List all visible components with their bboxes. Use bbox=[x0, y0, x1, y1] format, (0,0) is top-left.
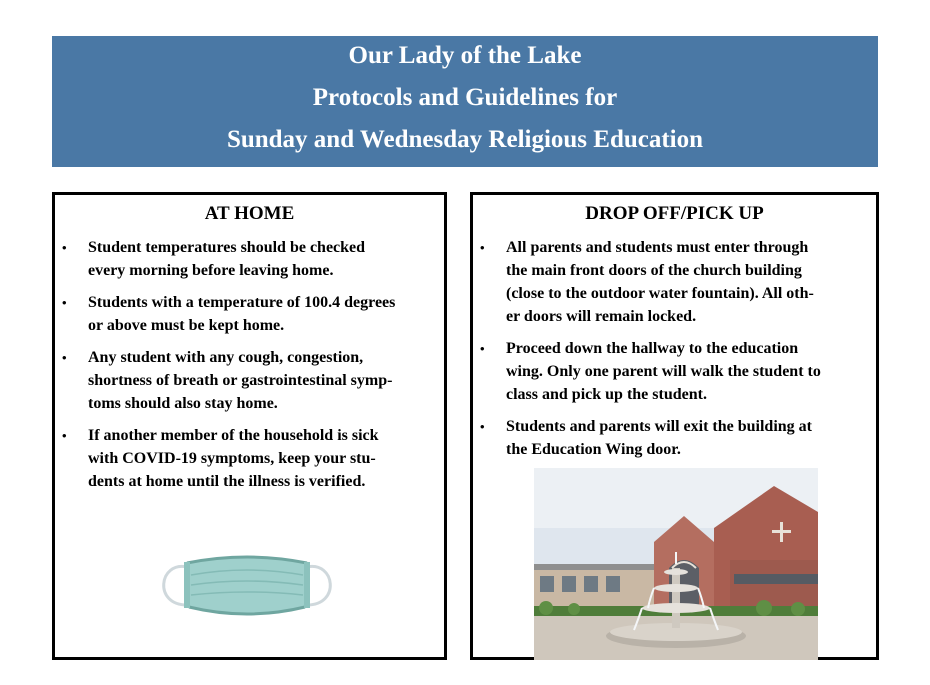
list-item-line: Any student with any cough, congestion, bbox=[88, 349, 364, 366]
drop-off-list bbox=[473, 236, 876, 470]
list-item bbox=[55, 346, 444, 415]
header-banner bbox=[52, 36, 878, 167]
list-item-line: Student temperatures should be checked bbox=[88, 239, 366, 256]
list-item-line: If another member of the household is sick bbox=[88, 427, 379, 444]
list-item bbox=[473, 337, 876, 406]
list-item-line: Students with a temperature of 100.4 degrees bbox=[88, 294, 396, 311]
bullet-icon: • bbox=[62, 295, 67, 310]
drop-off-pick-up-panel bbox=[470, 192, 879, 660]
bullet-icon: • bbox=[62, 240, 67, 255]
header-title-line-1: Our Lady of the Lake bbox=[348, 42, 582, 69]
header-title-line-2: Protocols and Guidelines for bbox=[312, 84, 618, 111]
list-item-line: (close to the outdoor water fountain). All oth- bbox=[506, 285, 814, 302]
list-item bbox=[473, 236, 876, 328]
list-item-line: wing. Only one parent will walk the student to bbox=[506, 363, 821, 380]
bullet-icon: • bbox=[480, 419, 485, 434]
bullet-icon: • bbox=[62, 350, 67, 365]
at-home-panel bbox=[52, 192, 447, 660]
list-item-line: Students and parents will exit the building at bbox=[506, 418, 812, 435]
drop-off-heading: DROP OFF/PICK UP bbox=[585, 203, 764, 224]
list-item bbox=[55, 236, 444, 282]
list-item-line: er doors will remain locked. bbox=[506, 308, 697, 325]
list-item-line: or above must be kept home. bbox=[88, 317, 285, 334]
list-item bbox=[473, 415, 876, 461]
list-item bbox=[55, 424, 444, 493]
list-item-line: with COVID-19 symptoms, keep your stu- bbox=[88, 450, 376, 467]
list-item-line: Proceed down the hallway to the education bbox=[506, 340, 799, 357]
bullet-icon: • bbox=[62, 428, 67, 443]
bullet-icon: • bbox=[480, 240, 485, 255]
list-item bbox=[55, 291, 444, 337]
list-item-line: every morning before leaving home. bbox=[88, 262, 334, 279]
list-item-line: All parents and students must enter through bbox=[506, 239, 809, 256]
face-mask-image bbox=[157, 547, 337, 627]
list-item-line: class and pick up the student. bbox=[506, 386, 707, 403]
list-item-line: the Education Wing door. bbox=[506, 441, 681, 458]
list-item-line: shortness of breath or gastrointestinal symp- bbox=[88, 372, 393, 389]
church-fountain-photo bbox=[534, 468, 818, 660]
list-item-line: toms should also stay home. bbox=[88, 395, 278, 412]
bullet-icon: • bbox=[480, 341, 485, 356]
at-home-heading: AT HOME bbox=[204, 203, 295, 224]
header-title-line-3: Sunday and Wednesday Religious Education bbox=[226, 126, 704, 153]
list-item-line: dents at home until the illness is verified. bbox=[88, 473, 366, 490]
list-item-line: the main front doors of the church building bbox=[506, 262, 802, 279]
at-home-list bbox=[55, 236, 444, 502]
